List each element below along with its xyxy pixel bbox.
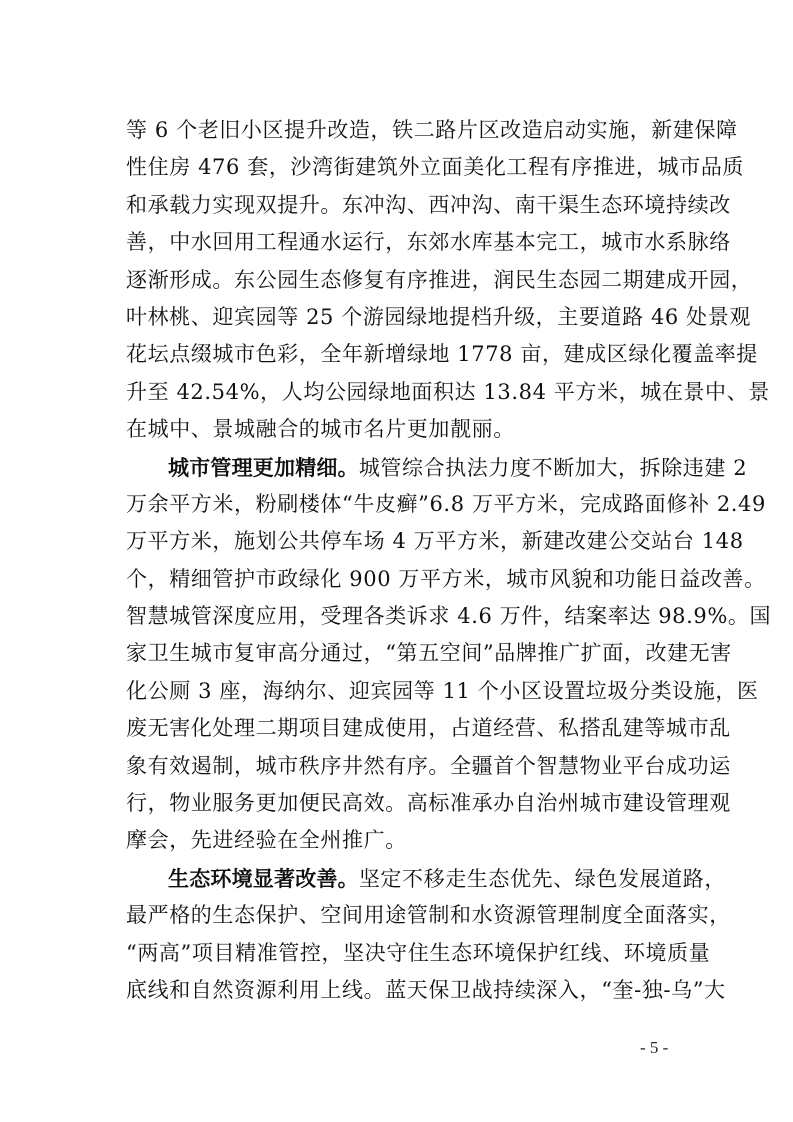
- text-line: [126, 224, 731, 261]
- body-text: [126, 112, 772, 1009]
- line-text: 城管综合执法力度不断加大，拆除违建 2: [358, 455, 748, 480]
- text-line: [126, 935, 711, 972]
- section-heading: 生态环境显著改善。: [168, 865, 359, 891]
- section-heading: 城市管理更加精细。: [168, 454, 359, 480]
- text-line: [126, 486, 766, 523]
- line-text: 万余平方米，粉刷楼体“牛皮癣”6.8 万平方米，完成路面修补 2.49: [126, 491, 766, 516]
- text-line: [126, 748, 731, 785]
- line-text: 和承载力实现双提升。东冲沟、西冲沟、南干渠生态环境持续改: [126, 192, 731, 217]
- line-text: 行，物业服务更加便民高效。高标准承办自治州城市建设管理观: [126, 791, 731, 816]
- text-line: [126, 972, 726, 1009]
- line-text: 智慧城管深度应用，受理各类诉求 4.6 万件，结案率达 98.9%。国: [126, 604, 772, 629]
- line-text: 逐渐形成。东公园生态修复有序推进，润民生态园二期建成开园，: [126, 267, 753, 292]
- line-text: 善，中水回用工程通水运行，东郊水库基本完工，城市水系脉络: [126, 230, 731, 255]
- text-line: [126, 187, 731, 224]
- line-text: 象有效遏制，城市秩序井然有序。全疆首个智慧物业平台成功运: [126, 753, 731, 778]
- text-line: [126, 561, 766, 598]
- text-line: [126, 710, 731, 747]
- text-line: [126, 336, 758, 373]
- line-text: 家卫生城市复审高分通过，“第五空间”品牌推广扩面，改建无害: [126, 641, 732, 666]
- text-line: [126, 149, 745, 186]
- line-text: 在城中、景城融合的城市名片更加靓丽。: [126, 417, 515, 442]
- text-line: [126, 598, 772, 635]
- text-line: [126, 785, 731, 822]
- line-text: 等 6 个老旧小区提升改造，铁二路片区改造启动实施，新建保障: [126, 118, 738, 142]
- text-line: [126, 374, 770, 411]
- line-text: 升至 42.54%，人均公园绿地面积达 13.84 平方米，城在景中、景: [126, 379, 770, 404]
- line-text: 摩会，先进经验在全州推广。: [126, 828, 407, 853]
- line-text: 花坛点缀城市色彩，全年新增绿地 1778 亩，建成区绿化覆盖率提: [126, 342, 758, 367]
- text-line: [126, 112, 738, 149]
- line-text: 最严格的生态保护、空间用途管制和水资源管理制度全面落实，: [126, 903, 731, 928]
- text-line: [126, 411, 702, 448]
- line-text: 废无害化处理二期项目建成使用，占道经营、私搭乱建等城市乱: [126, 716, 731, 741]
- text-line: [126, 860, 727, 897]
- line-text: 万平方米，施划公共停车场 4 万平方米，新建改建公交站台 148: [126, 529, 744, 554]
- text-line: [126, 262, 753, 299]
- text-line: [126, 897, 731, 934]
- text-line: [126, 673, 759, 710]
- line-text: 底线和自然资源利用上线。蓝天保卫战持续深入，“奎-独-乌”大: [126, 977, 726, 1002]
- line-text: 叶林桃、迎宾园等 25 个游园绿地提档升级，主要道路 46 处景观: [126, 304, 751, 329]
- line-text: 坚定不移走生态优先、绿色发展道路，: [358, 866, 727, 891]
- line-text: 化公厕 3 座，海纳尔、迎宾园等 11 个小区设置垃圾分类设施，医: [126, 678, 759, 703]
- text-line: [126, 299, 751, 336]
- text-line: [126, 523, 744, 560]
- text-line: [126, 822, 702, 859]
- page-number: - 5 -: [640, 1038, 669, 1057]
- line-text: 性住房 476 套，沙湾街建筑外立面美化工程有序推进，城市品质: [126, 155, 745, 180]
- text-line: [126, 635, 732, 672]
- line-text: “两高”项目精准管控，坚决守住生态环境保护红线、环境质量: [126, 940, 711, 965]
- line-text: 个，精细管护市政绿化 900 万平方米，城市风貌和功能日益改善。: [126, 566, 766, 591]
- text-line: [126, 449, 748, 486]
